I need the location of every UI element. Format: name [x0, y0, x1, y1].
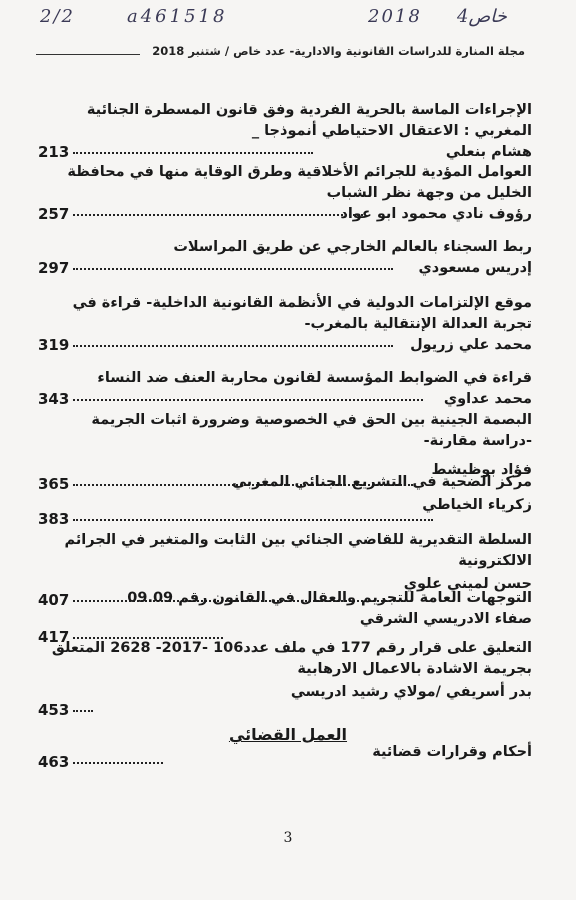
entry-page: 407	[38, 590, 403, 610]
entry-title: موقع الإلتزامات الدولية في الأنظمة القانونية الداخلية- قراءة في تجربة العدالة الإنتقالية بالمغرب-	[72, 295, 532, 332]
dot-leader	[73, 709, 93, 712]
entry-title: أحكام وقرارات قضائية	[372, 744, 532, 760]
header-rule	[36, 54, 140, 55]
entry-title: البصمة الجينية بين الحق في الخصوصية وضرورة اثبات الجريمة -دراسة مقارنة-	[91, 412, 532, 449]
entry-page: 257	[38, 204, 363, 224]
dot-leader	[73, 267, 393, 270]
entry-title: ربط السجناء بالعالم الخارجي عن طريق المراسلات	[173, 239, 532, 255]
entry-author: زكرياء الخياطي	[422, 497, 532, 513]
toc-entry	[38, 368, 532, 409]
handwritten-note: 4خاص	[457, 6, 507, 27]
entry-page: 463	[38, 752, 163, 772]
toc-entry	[38, 162, 532, 224]
entry-author: رؤوف نادي محمود ابو عواد	[340, 206, 532, 222]
dot-leader	[73, 151, 313, 154]
entry-page: 365	[38, 474, 413, 494]
dot-leader	[73, 344, 393, 347]
dot-leader	[73, 761, 163, 764]
entry-author: هشام بنعلي	[445, 144, 532, 160]
entry-title: السلطة التقديرية للقاضي الجنائي بين الثابت والمتغير في الجرائم الالكترونية	[64, 532, 532, 569]
entry-title: التوجهات العامة للتجريم والعقال في القانون رقم 09.09	[127, 590, 532, 606]
toc-entry	[38, 293, 532, 355]
toc-entry	[38, 588, 532, 646]
toc-entry	[38, 742, 532, 772]
toc-entry	[38, 472, 532, 528]
entry-page: 383	[38, 509, 433, 529]
entry-author: حسن لميني علوي	[403, 576, 532, 592]
toc-entry	[38, 638, 532, 720]
entry-title: العوامل المؤدية للجرائم الأخلاقية وطرق الوقاية منها في محافظة الخليل من وجهة نظر الشباب	[67, 164, 532, 201]
section-heading: العمل القضائي	[228, 725, 348, 744]
entry-page: 297	[38, 258, 393, 278]
handwritten-note: 2018	[368, 6, 422, 27]
entry-title: مركز الضحية في التشريع الجنائي المغربي	[232, 474, 532, 490]
entry-page: 417	[38, 627, 223, 647]
dot-leader	[73, 518, 433, 521]
toc-entry	[38, 100, 532, 162]
entry-author: محمد عداوي	[443, 391, 532, 407]
entry-page: 319	[38, 335, 393, 355]
entry-page: 343	[38, 389, 423, 409]
handwritten-note: 2/2	[40, 6, 75, 27]
entry-author: فؤاد بوظيشط	[431, 462, 532, 478]
entry-title: الإجراءات الماسة بالحرية الفردية وفق قانون المسطرة الجنائية المغربي : الاعتقال الاحتياطي أنموذجا _	[86, 102, 532, 139]
dot-leader	[73, 213, 363, 216]
entry-author: إدريس مسعودي	[418, 260, 532, 276]
entry-page: 213	[38, 142, 313, 162]
dot-leader	[73, 398, 423, 401]
entry-author: بدر أسريفي /مولاي رشيد ادريسي	[290, 684, 532, 700]
journal-header: مجلة المنارة للدراسات القانونية والادارية- عدد خاص / شتنبر 2018	[152, 44, 525, 58]
entry-title: قراءة في الضوابط المؤسسة لقانون محاربة العنف ضد النساء	[97, 370, 532, 386]
toc-entry	[38, 237, 532, 278]
entry-author: محمد علي زريول	[410, 337, 532, 353]
entry-title: التعليق على قرار رقم 177 في ملف عدد106 -2017- 2628 المتعلق بجريمة الاشادة بالاعمال الارهابية	[51, 640, 532, 677]
handwritten-note: a461518	[127, 6, 228, 27]
entry-author: صفاء الادريسي الشرقي	[359, 611, 532, 627]
entry-page: 453	[38, 700, 93, 720]
page-number: 3	[283, 830, 293, 846]
